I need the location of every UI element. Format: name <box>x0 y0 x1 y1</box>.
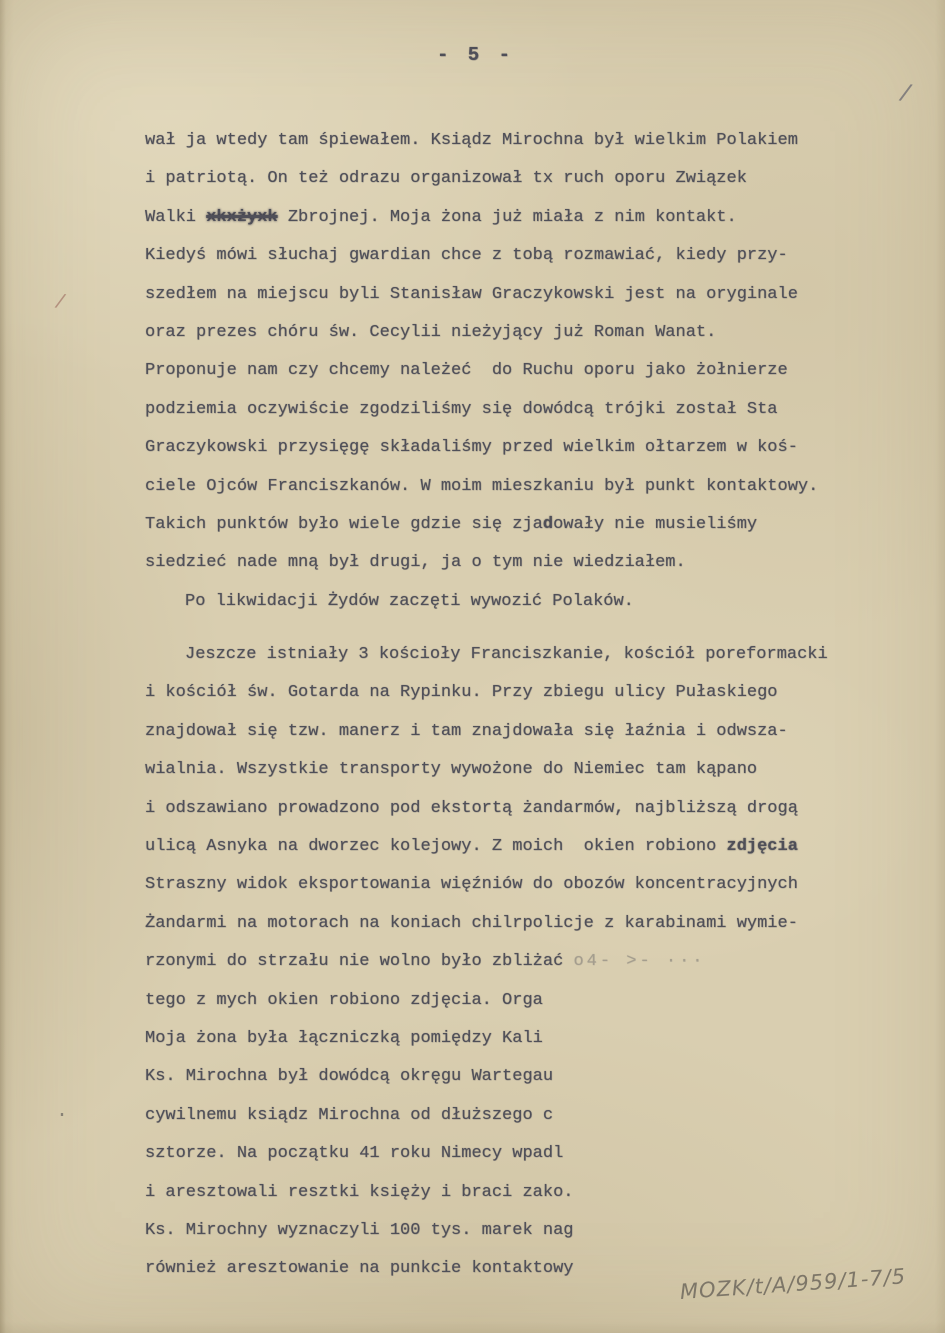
typed-segment: siedzieć nade mną był drugi, ja o tym nie wiedziałem. <box>145 553 686 573</box>
typed-line <box>145 314 845 352</box>
typed-line <box>145 1020 845 1058</box>
typed-line <box>145 674 845 712</box>
typed-line <box>145 237 845 275</box>
typed-segment: ulicą Asnyka na dworzec kolejowy. Z moich okien robiono <box>145 837 727 857</box>
typed-line <box>145 943 845 981</box>
typed-line <box>145 1174 845 1212</box>
typed-segment: Walki <box>145 207 207 227</box>
typed-segment: Straszny widok eksportowania więźniów do obozów koncentracyjnych <box>145 875 798 895</box>
typed-segment: i odszawiano prowadzono pod ekstortą żandarmów, najbliższą drogą <box>145 798 798 818</box>
typed-line <box>145 1058 845 1096</box>
typed-segment: podziemia oczywiście zgodziliśmy się dowódcą trójki został Sta <box>145 399 778 419</box>
margin-check-mark: / <box>52 291 68 316</box>
typed-segment: Kiedyś mówi słuchaj gwardian chce z tobą rozmawiać, kiedy przy- <box>145 246 788 266</box>
typed-line <box>145 1135 845 1173</box>
typed-line <box>145 1212 845 1250</box>
typed-segment: wał ja wtedy tam śpiewałem. Ksiądz Mirochna był wielkim Polakiem <box>145 131 798 150</box>
typed-line <box>145 199 845 237</box>
typed-segment: Takich punktów było wiele gdzie się zja <box>145 514 543 534</box>
typed-segment: owały nie musieliśmy <box>553 514 758 534</box>
typed-text <box>145 122 845 1289</box>
typed-segment: i kościół św. Gotarda na Rypinku. Przy zbiegu ulicy Pułaskiego <box>145 683 778 703</box>
page-number: - 5 - <box>437 44 515 66</box>
typed-line <box>145 429 845 467</box>
archive-reference-handwritten: MOZK/t/A/959/1-7/5 <box>679 1264 907 1304</box>
typed-segment: Graczykowski przysięgę składaliśmy przed wielkim ołtarzem w koś- <box>145 438 798 458</box>
typed-segment: rzonymi do strzału nie wolno było zbliżać <box>145 952 574 972</box>
typed-line <box>145 713 845 751</box>
typed-segment: Ks. Mirochny wyznaczyli 100 tys. marek nag <box>145 1220 574 1240</box>
typed-segment: szedłem na miejscu byli Stanisław Graczykowski jest na oryginale <box>145 284 798 304</box>
typed-line <box>145 583 845 621</box>
typed-segment: tego z mych okien robiono zdjęcia. Orga <box>145 990 543 1010</box>
typed-segment: o4- >- ··· <box>573 952 706 972</box>
typed-line <box>145 506 845 544</box>
typed-segment: i patriotą. On też odrazu organizował tx ruch oporu Związek <box>145 169 747 189</box>
typed-segment: oraz prezes chóru św. Cecylii nieżyjący już Roman Wanat. <box>145 322 717 342</box>
typed-line <box>145 276 845 314</box>
typed-line <box>145 544 845 582</box>
typed-segment: i aresztowali resztki księży i braci zako. <box>145 1182 574 1202</box>
typed-line <box>145 468 845 506</box>
typed-segment: znajdował się tzw. manerz i tam znajdowała się łaźnia i odwsza- <box>145 721 788 741</box>
typed-line <box>145 160 845 198</box>
typed-line <box>145 352 845 390</box>
typed-segment: Ks. Mirochna był dowódcą okręgu Wartegau <box>145 1067 554 1087</box>
typed-line <box>145 905 845 943</box>
margin-dot-mark: · <box>56 1104 69 1127</box>
typed-segment: wialnia. Wszystkie transporty wywożone do Niemiec tam kąpano <box>145 760 758 780</box>
typed-segment: d <box>542 514 554 534</box>
typed-line <box>145 636 845 674</box>
typed-segment: Jeszcze istniały 3 kościoły Franciszkanie, kościół poreformacki <box>185 645 828 665</box>
typed-segment: Żandarmi na motorach na koniach chilrpolicje z karabinami wymie- <box>145 913 798 933</box>
typed-line <box>145 828 845 866</box>
typed-segment: ciele Ojców Franciszkanów. W moim mieszkaniu był punkt kontaktowy. <box>145 476 819 496</box>
typed-segment: zdjęcia <box>726 837 798 857</box>
typed-segment: cywilnemu ksiądz Mirochna od dłuższego c <box>145 1105 554 1125</box>
typed-line <box>145 751 845 789</box>
typed-line <box>145 866 845 904</box>
typed-segment: Zbrojnej. Moja żona już miała z nim kontakt. <box>277 207 737 227</box>
typed-segment: również aresztowanie na punkcie kontaktowy <box>145 1259 574 1279</box>
typed-segment: sztorze. Na początku 41 roku Nimecy wpadl <box>145 1144 564 1164</box>
struck-word: xkxżyxk <box>206 207 278 227</box>
typed-line <box>145 122 845 160</box>
typed-segment: Po likwidacji Żydów zaczęti wywozić Polaków. <box>185 591 634 611</box>
stray-pen-mark: / <box>896 81 915 110</box>
typed-line <box>145 1097 845 1135</box>
typed-line <box>145 391 845 429</box>
typed-segment: Moja żona była łączniczką pomiędzy Kali <box>145 1028 543 1048</box>
typed-line <box>145 790 845 828</box>
typed-segment: Proponuje nam czy chcemy należeć do Ruchu oporu jako żołnierze <box>145 361 788 381</box>
typed-line <box>145 982 845 1020</box>
